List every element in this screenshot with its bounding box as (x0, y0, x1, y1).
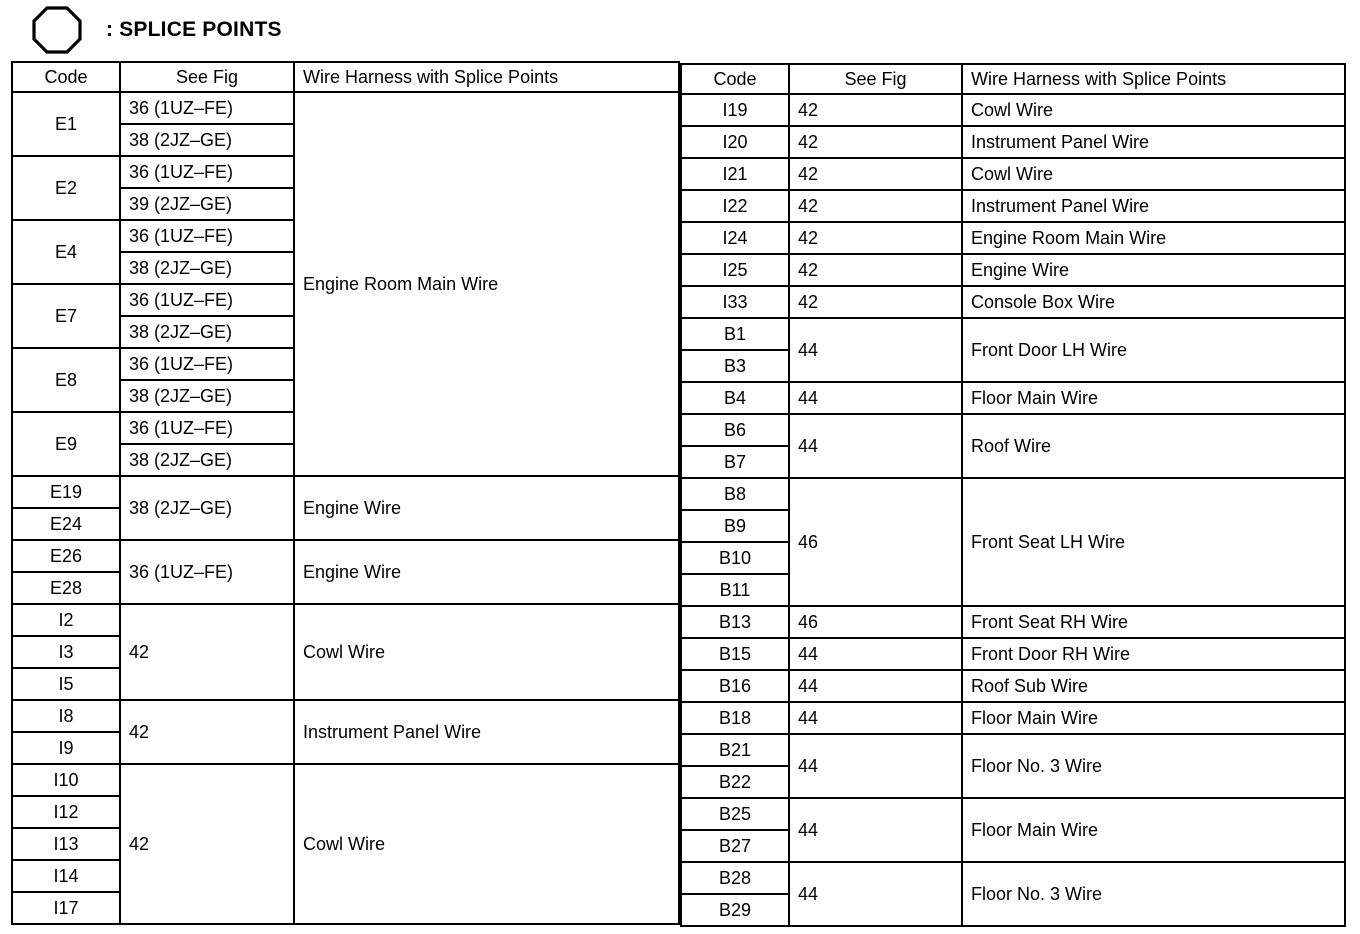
see-fig-cell: 42 (789, 94, 962, 126)
code-cell: B10 (681, 542, 789, 574)
wire-harness-cell: Engine Wire (294, 476, 679, 540)
wire-harness-cell: Floor No. 3 Wire (962, 862, 1345, 926)
table-row (12, 92, 679, 124)
table-row (12, 540, 679, 572)
see-fig-cell: 38 (2JZ–GE) (120, 124, 294, 156)
table-row (12, 700, 679, 732)
header-wire-harness: Wire Harness with Splice Points (294, 62, 679, 92)
wire-harness-cell: Front Seat RH Wire (962, 606, 1345, 638)
see-fig-cell: 36 (1UZ–FE) (120, 540, 294, 604)
left-splice-table (11, 61, 680, 925)
code-cell: B18 (681, 702, 789, 734)
see-fig-cell: 38 (2JZ–GE) (120, 444, 294, 476)
right-splice-table (680, 63, 1346, 927)
table-row (681, 670, 1345, 702)
header-see-fig: See Fig (789, 64, 962, 94)
table-row (12, 764, 679, 796)
table-row (681, 606, 1345, 638)
see-fig-cell: 36 (1UZ–FE) (120, 92, 294, 124)
octagon-icon (32, 6, 82, 54)
code-cell: E24 (12, 508, 120, 540)
wire-harness-cell: Console Box Wire (962, 286, 1345, 318)
see-fig-cell: 42 (789, 254, 962, 286)
code-cell: B3 (681, 350, 789, 382)
see-fig-cell: 44 (789, 414, 962, 478)
see-fig-cell: 46 (789, 478, 962, 606)
wire-harness-cell: Cowl Wire (962, 158, 1345, 190)
code-cell: E1 (12, 92, 120, 156)
table-row (681, 382, 1345, 414)
wire-harness-cell: Floor No. 3 Wire (962, 734, 1345, 798)
see-fig-cell: 38 (2JZ–GE) (120, 316, 294, 348)
code-cell: B8 (681, 478, 789, 510)
header-row (681, 64, 1345, 94)
see-fig-cell: 36 (1UZ–FE) (120, 220, 294, 252)
table-row (681, 158, 1345, 190)
see-fig-cell: 36 (1UZ–FE) (120, 412, 294, 444)
table-row (681, 222, 1345, 254)
code-cell: I22 (681, 190, 789, 222)
see-fig-cell: 42 (789, 286, 962, 318)
code-cell: B4 (681, 382, 789, 414)
code-cell: E7 (12, 284, 120, 348)
wire-harness-cell: Floor Main Wire (962, 382, 1345, 414)
wire-harness-cell: Cowl Wire (294, 764, 679, 924)
code-cell: I2 (12, 604, 120, 636)
header-see-fig: See Fig (120, 62, 294, 92)
code-cell: I5 (12, 668, 120, 700)
wire-harness-cell: Roof Sub Wire (962, 670, 1345, 702)
wire-harness-cell: Floor Main Wire (962, 798, 1345, 862)
code-cell: I9 (12, 732, 120, 764)
table-row (681, 190, 1345, 222)
code-cell: I19 (681, 94, 789, 126)
code-cell: B6 (681, 414, 789, 446)
code-cell: B27 (681, 830, 789, 862)
wire-harness-cell: Instrument Panel Wire (294, 700, 679, 764)
header-code: Code (12, 62, 120, 92)
code-cell: I12 (12, 796, 120, 828)
see-fig-cell: 42 (120, 764, 294, 924)
header-row (12, 62, 679, 92)
code-cell: E8 (12, 348, 120, 412)
code-cell: B9 (681, 510, 789, 542)
wire-harness-cell: Engine Room Main Wire (962, 222, 1345, 254)
see-fig-cell: 44 (789, 318, 962, 382)
code-cell: I24 (681, 222, 789, 254)
code-cell: B29 (681, 894, 789, 926)
table-row (12, 476, 679, 508)
see-fig-cell: 46 (789, 606, 962, 638)
wire-harness-cell: Front Door LH Wire (962, 318, 1345, 382)
code-cell: B28 (681, 862, 789, 894)
see-fig-cell: 42 (789, 158, 962, 190)
see-fig-cell: 42 (789, 190, 962, 222)
wire-harness-cell: Roof Wire (962, 414, 1345, 478)
see-fig-cell: 39 (2JZ–GE) (120, 188, 294, 220)
table-row (681, 318, 1345, 350)
code-cell: I21 (681, 158, 789, 190)
wire-harness-cell: Engine Wire (962, 254, 1345, 286)
see-fig-cell: 44 (789, 382, 962, 414)
wire-harness-cell: Floor Main Wire (962, 702, 1345, 734)
code-cell: I14 (12, 860, 120, 892)
see-fig-cell: 38 (2JZ–GE) (120, 476, 294, 540)
wire-harness-cell: Engine Wire (294, 540, 679, 604)
table-row (681, 478, 1345, 510)
code-cell: B7 (681, 446, 789, 478)
see-fig-cell: 38 (2JZ–GE) (120, 380, 294, 412)
table-row (681, 862, 1345, 894)
code-cell: B16 (681, 670, 789, 702)
wire-harness-cell: Instrument Panel Wire (962, 190, 1345, 222)
code-cell: E2 (12, 156, 120, 220)
code-cell: E26 (12, 540, 120, 572)
see-fig-cell: 36 (1UZ–FE) (120, 156, 294, 188)
header-wire-harness: Wire Harness with Splice Points (962, 64, 1345, 94)
wire-harness-cell: Engine Room Main Wire (294, 92, 679, 476)
code-cell: I20 (681, 126, 789, 158)
see-fig-cell: 42 (120, 700, 294, 764)
wire-harness-cell: Instrument Panel Wire (962, 126, 1345, 158)
legend (32, 6, 282, 54)
table-row (681, 94, 1345, 126)
wire-harness-cell: Cowl Wire (962, 94, 1345, 126)
header-code: Code (681, 64, 789, 94)
see-fig-cell: 44 (789, 702, 962, 734)
code-cell: B13 (681, 606, 789, 638)
table-row (681, 702, 1345, 734)
see-fig-cell: 36 (1UZ–FE) (120, 348, 294, 380)
table-row (681, 126, 1345, 158)
code-cell: I3 (12, 636, 120, 668)
legend-title: : SPLICE POINTS (106, 18, 282, 41)
see-fig-cell: 42 (789, 222, 962, 254)
see-fig-cell: 44 (789, 638, 962, 670)
table-row (681, 734, 1345, 766)
wire-harness-cell: Front Door RH Wire (962, 638, 1345, 670)
table-row (12, 604, 679, 636)
table-row (681, 414, 1345, 446)
code-cell: I25 (681, 254, 789, 286)
see-fig-cell: 36 (1UZ–FE) (120, 284, 294, 316)
see-fig-cell: 44 (789, 734, 962, 798)
code-cell: E28 (12, 572, 120, 604)
see-fig-cell: 44 (789, 670, 962, 702)
table-row (681, 638, 1345, 670)
table-row (681, 798, 1345, 830)
code-cell: B25 (681, 798, 789, 830)
see-fig-cell: 38 (2JZ–GE) (120, 252, 294, 284)
code-cell: I33 (681, 286, 789, 318)
code-cell: I8 (12, 700, 120, 732)
code-cell: E4 (12, 220, 120, 284)
code-cell: E9 (12, 412, 120, 476)
wire-harness-cell: Cowl Wire (294, 604, 679, 700)
code-cell: E19 (12, 476, 120, 508)
wire-harness-cell: Front Seat LH Wire (962, 478, 1345, 606)
see-fig-cell: 42 (789, 126, 962, 158)
code-cell: B22 (681, 766, 789, 798)
table-row (681, 286, 1345, 318)
code-cell: B11 (681, 574, 789, 606)
code-cell: I13 (12, 828, 120, 860)
code-cell: I10 (12, 764, 120, 796)
code-cell: B21 (681, 734, 789, 766)
see-fig-cell: 44 (789, 862, 962, 926)
table-row (681, 254, 1345, 286)
see-fig-cell: 44 (789, 798, 962, 862)
code-cell: I17 (12, 892, 120, 924)
code-cell: B15 (681, 638, 789, 670)
code-cell: B1 (681, 318, 789, 350)
see-fig-cell: 42 (120, 604, 294, 700)
